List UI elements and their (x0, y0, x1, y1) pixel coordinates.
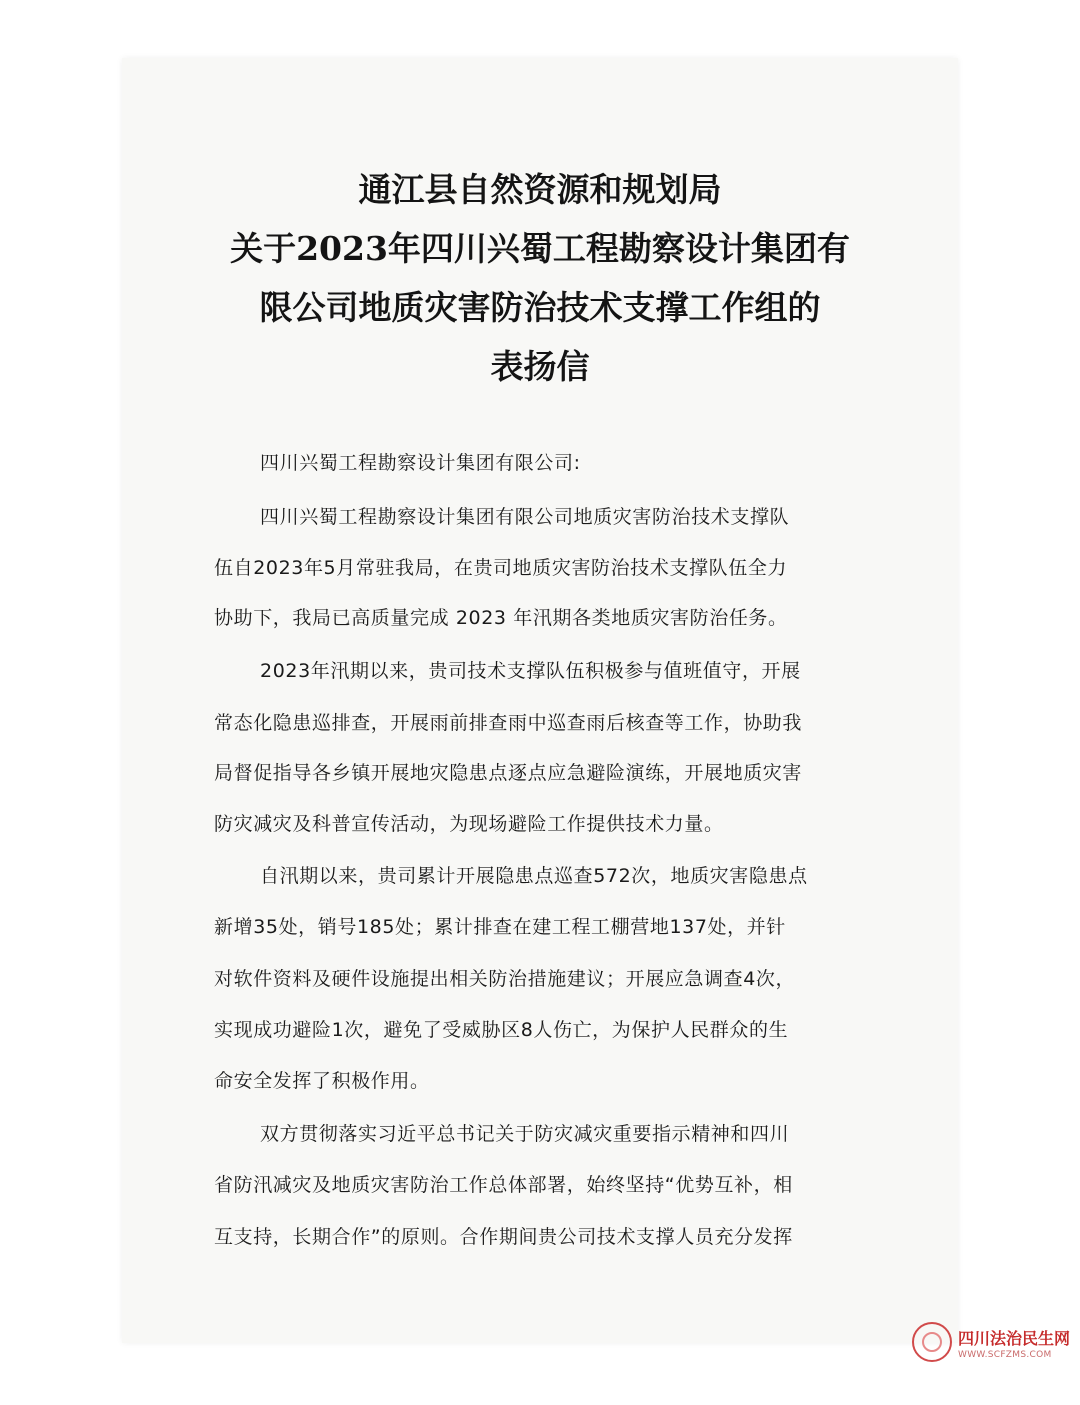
paragraph-line: 省防汛减灾及地质灾害防治工作总体部署，始终坚持“优势互补，相 (214, 1174, 793, 1196)
paragraph-line: 对软件资料及硬件设施提出相关防治措施建议；开展应急调查4次， (214, 968, 796, 990)
paragraph-line: 2023年汛期以来，贵司技术支撑队伍积极参与值班值守，开展 (260, 660, 801, 682)
site-watermark (912, 1320, 1071, 1380)
paragraph-line: 四川兴蜀工程勘察设计集团有限公司地质灾害防治技术支撑队 (260, 506, 790, 528)
seal-logo-icon (912, 1322, 952, 1362)
watermark-url: WWW.SCFZMS.COM (958, 1350, 1052, 1360)
paragraph-line: 伍自2023年5月常驻我局，在贵司地质灾害防治技术支撑队伍全力 (214, 557, 788, 579)
paragraph-line: 互支持，长期合作”的原则。合作期间贵公司技术支撑人员充分发挥 (214, 1226, 793, 1248)
paragraph-line: 实现成功避险1次，避免了受威胁区8人伤亡，为保护人民群众的生 (214, 1019, 789, 1041)
paragraph-line: 局督促指导各乡镇开展地灾隐患点逐点应急避险演练，开展地质灾害 (214, 762, 803, 784)
paragraph-line: 新增35处，销号185处；累计排查在建工程工棚营地137处，并针 (214, 916, 786, 938)
title-line: 关于2023年四川兴蜀工程勘察设计集团有 (230, 229, 850, 268)
paragraph-line: 协助下，我局已高质量完成 2023 年汛期各类地质灾害防治任务。 (214, 607, 788, 629)
paragraph-line: 命安全发挥了积极作用。 (214, 1070, 430, 1092)
paragraph-line: 自汛期以来，贵司累计开展隐患点巡查572次，地质灾害隐患点 (260, 865, 808, 887)
paragraph-line: 常态化隐患巡排查，开展雨前排查雨中巡查雨后核查等工作，协助我 (214, 712, 803, 734)
watermark-site-name: 四川法治民生网 (958, 1329, 1071, 1348)
title-line: 通江县自然资源和规划局 (358, 170, 722, 209)
paragraph-line: 双方贯彻落实习近平总书记关于防灾减灾重要指示精神和四川 (260, 1123, 790, 1145)
letter-body (214, 0, 874, 1405)
salutation: 四川兴蜀工程勘察设计集团有限公司: (260, 452, 581, 474)
title-line: 表扬信 (490, 347, 590, 386)
paragraph-line: 防灾减灾及科普宣传活动，为现场避险工作提供技术力量。 (214, 813, 724, 835)
title-line: 限公司地质灾害防治技术支撑工作组的 (259, 288, 821, 327)
